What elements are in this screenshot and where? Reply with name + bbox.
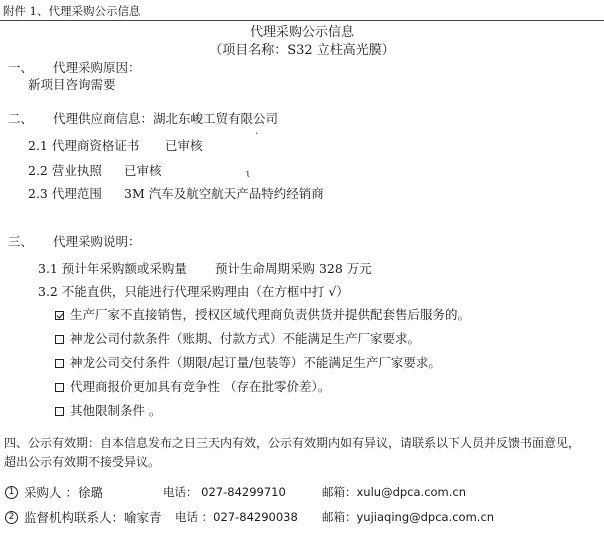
section4-line1: 四、公示有效期：自本信息发布之日三天内有效，公示有效期内如有异议，请联系以下人员并反馈书面意见， — [4, 436, 581, 450]
section3-number: 三、 — [8, 234, 34, 249]
reason-text: 生产厂家不直接销售，授权区域代理商负责供货并提供配套售后服务的。 — [70, 307, 471, 322]
stray-mark: · — [255, 127, 259, 140]
section1-heading: 代理采购原因： — [53, 60, 141, 75]
contact-phone: 电话： 027-84299710 — [163, 485, 286, 499]
reason-text: 代理商报价更加具有竞争性 （存在批零价差）。 — [70, 379, 331, 394]
reason-checkbox[interactable] — [55, 383, 64, 392]
section2-item-value: 3M 汽车及航空航天产品特约经销商 — [124, 186, 324, 201]
contact-number-badge: 2 — [5, 511, 18, 524]
section3-item31-value: 预计生命周期采购 328 万元 — [215, 261, 372, 276]
reason-checkbox[interactable] — [55, 407, 64, 416]
header-divider — [0, 20, 604, 21]
section3-heading: 代理采购说明： — [53, 234, 141, 249]
section1-number: 一、 — [8, 60, 34, 75]
reason-text: 神龙公司付款条件（账期、付款方式）不能满足生产厂家要求。 — [70, 331, 421, 346]
section2-heading: 代理供应商信息：湖北东峻工贸有限公司 — [53, 111, 279, 126]
contact-email[interactable]: 邮箱：yujiaqing@dpca.com.cn — [322, 510, 495, 524]
stray-mark: ɩ — [246, 167, 251, 180]
reason-checkbox[interactable] — [55, 311, 64, 320]
contact-phone: 电话 ：027-84290038 — [175, 510, 298, 524]
page-subtitle: （项目名称：S32 立柱高光膜） — [209, 43, 395, 58]
contact-number-badge: 1 — [5, 486, 18, 499]
contact-role: 监督机构联系人：喻家青 — [24, 510, 162, 525]
section3-item32: 3.2 不能直供，只能进行代理采购理由（在方框中打 √） — [38, 284, 349, 299]
section2-item-label: 2.3 代理范围 — [28, 186, 102, 201]
section1-body: 新项目咨询需要 — [28, 77, 116, 92]
section2-item-label: 2.2 营业执照 — [28, 163, 102, 178]
header-note: 附件 1、代理采购公示信息 — [3, 4, 141, 18]
contact-email[interactable]: 邮箱：xulu@dpca.com.cn — [322, 485, 467, 499]
reason-checkbox[interactable] — [55, 359, 64, 368]
contact-role: 采购人 ：徐璐 — [24, 485, 103, 500]
section3-item31-label: 3.1 预计年采购额或采购量 — [38, 261, 187, 276]
section2-number: 二、 — [8, 111, 34, 126]
section4-line2: 超出公示有效期不接受异议。 — [4, 455, 161, 469]
section2-item-value: 已审核 — [165, 138, 203, 153]
section2-item-value: 已审核 — [124, 163, 162, 178]
reason-text: 其他限制条件 。 — [70, 403, 162, 418]
reason-text: 神龙公司交付条件（期限/起订量/包装等）不能满足生产厂家要求。 — [70, 355, 441, 370]
section2-item-label: 2.1 代理商资格证书 — [28, 138, 140, 153]
page-title: 代理采购公示信息 — [249, 25, 354, 40]
reason-checkbox[interactable] — [55, 335, 64, 344]
